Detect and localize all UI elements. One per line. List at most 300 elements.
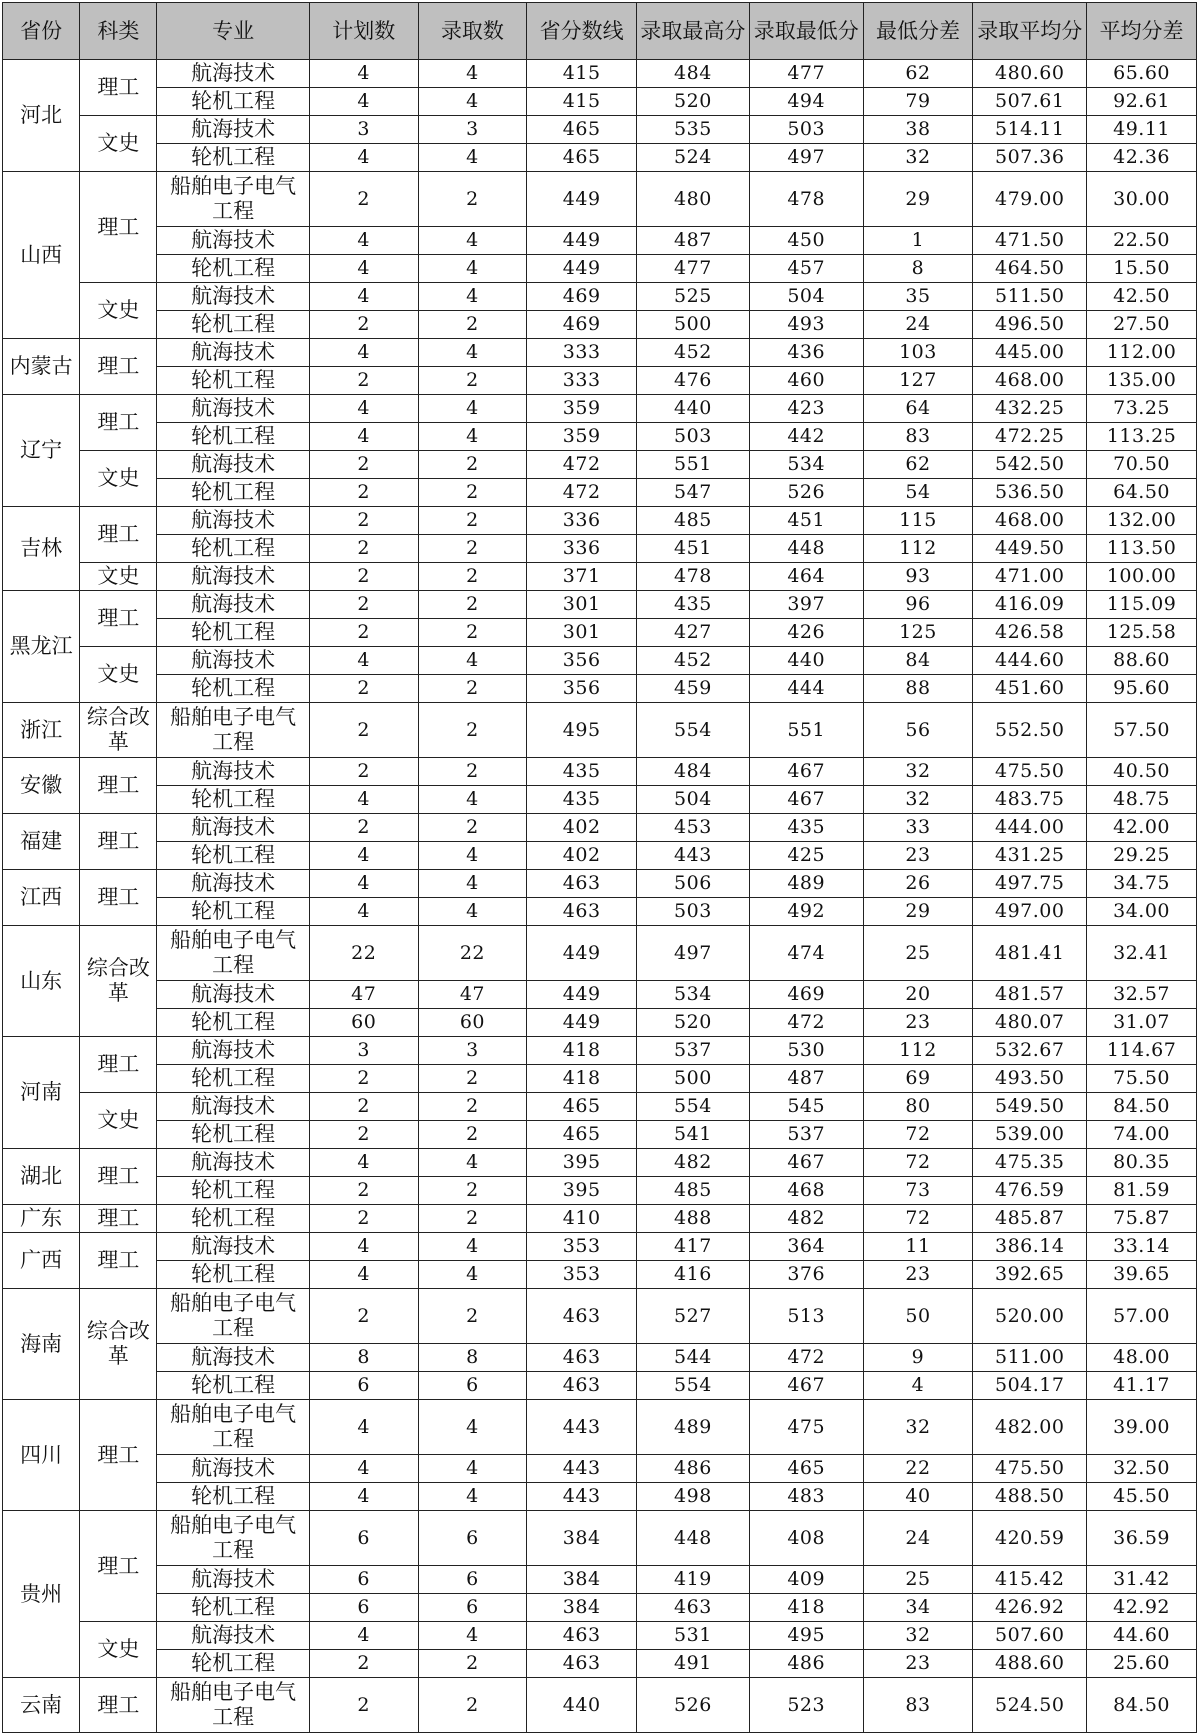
min-diff-cell: 72 — [863, 1149, 973, 1177]
avg-score-cell: 464.50 — [973, 255, 1087, 283]
major-cell: 船舶电子电气工程 — [157, 1511, 309, 1566]
min-diff-cell: 23 — [863, 1261, 973, 1289]
avg-score-cell: 426.92 — [973, 1594, 1087, 1622]
plan-cell: 3 — [309, 116, 418, 144]
max-score-cell: 482 — [637, 1149, 750, 1177]
admitted-cell: 4 — [418, 227, 527, 255]
table-row — [3, 1455, 1197, 1483]
max-score-cell: 476 — [637, 367, 750, 395]
table-row — [3, 507, 1197, 535]
admitted-cell: 4 — [418, 647, 527, 675]
avg-diff-cell: 65.60 — [1087, 60, 1197, 88]
admitted-cell: 4 — [418, 395, 527, 423]
province-cell: 浙江 — [3, 703, 80, 758]
category-cell: 理工 — [80, 507, 157, 563]
table-row — [3, 423, 1197, 451]
category-cell: 文史 — [80, 283, 157, 339]
min-diff-cell: 103 — [863, 339, 973, 367]
major-cell: 航海技术 — [157, 1037, 309, 1065]
min-diff-cell: 64 — [863, 395, 973, 423]
provincial-line-cell: 333 — [527, 367, 637, 395]
max-score-cell: 500 — [637, 311, 750, 339]
min-score-cell: 482 — [749, 1205, 863, 1233]
min-score-cell: 436 — [749, 339, 863, 367]
avg-diff-cell: 41.17 — [1087, 1372, 1197, 1400]
min-diff-cell: 56 — [863, 703, 973, 758]
category-cell: 理工 — [80, 1400, 157, 1511]
avg-diff-cell: 75.87 — [1087, 1205, 1197, 1233]
avg-score-cell: 444.60 — [973, 647, 1087, 675]
plan-cell: 8 — [309, 1344, 418, 1372]
table-row — [3, 255, 1197, 283]
avg-diff-cell: 70.50 — [1087, 451, 1197, 479]
provincial-line-cell: 384 — [527, 1566, 637, 1594]
admitted-cell: 4 — [418, 144, 527, 172]
plan-cell: 2 — [309, 507, 418, 535]
min-diff-cell: 29 — [863, 172, 973, 227]
avg-diff-cell: 95.60 — [1087, 675, 1197, 703]
major-cell: 轮机工程 — [157, 144, 309, 172]
category-cell: 文史 — [80, 1622, 157, 1678]
min-diff-cell: 4 — [863, 1372, 973, 1400]
max-score-cell: 554 — [637, 703, 750, 758]
avg-score-cell: 532.67 — [973, 1037, 1087, 1065]
major-cell: 轮机工程 — [157, 535, 309, 563]
plan-cell: 6 — [309, 1511, 418, 1566]
min-score-cell: 442 — [749, 423, 863, 451]
min-diff-cell: 29 — [863, 898, 973, 926]
avg-diff-cell: 92.61 — [1087, 88, 1197, 116]
avg-score-cell: 386.14 — [973, 1233, 1087, 1261]
min-diff-cell: 54 — [863, 479, 973, 507]
major-cell: 航海技术 — [157, 758, 309, 786]
province-cell: 广西 — [3, 1233, 80, 1289]
max-score-cell: 485 — [637, 1177, 750, 1205]
plan-cell: 4 — [309, 1149, 418, 1177]
max-score-cell: 520 — [637, 88, 750, 116]
major-cell: 轮机工程 — [157, 1261, 309, 1289]
provincial-line-cell: 415 — [527, 60, 637, 88]
max-score-cell: 451 — [637, 535, 750, 563]
major-cell: 航海技术 — [157, 870, 309, 898]
avg-score-cell: 482.00 — [973, 1400, 1087, 1455]
category-cell: 理工 — [80, 172, 157, 283]
min-diff-cell: 79 — [863, 88, 973, 116]
table-row — [3, 227, 1197, 255]
min-diff-cell: 112 — [863, 535, 973, 563]
min-diff-cell: 22 — [863, 1455, 973, 1483]
provincial-line-cell: 465 — [527, 1121, 637, 1149]
min-score-cell: 551 — [749, 703, 863, 758]
admitted-cell: 4 — [418, 283, 527, 311]
min-diff-cell: 50 — [863, 1289, 973, 1344]
min-score-cell: 464 — [749, 563, 863, 591]
category-cell: 综合改革 — [80, 926, 157, 1037]
header-admitted: 录取数 — [418, 3, 527, 60]
table-row — [3, 786, 1197, 814]
plan-cell: 22 — [309, 926, 418, 981]
provincial-line-cell: 463 — [527, 1650, 637, 1678]
major-cell: 航海技术 — [157, 283, 309, 311]
plan-cell: 2 — [309, 451, 418, 479]
admitted-cell: 2 — [418, 451, 527, 479]
admitted-cell: 47 — [418, 981, 527, 1009]
category-cell: 文史 — [80, 1093, 157, 1149]
plan-cell: 2 — [309, 1121, 418, 1149]
plan-cell: 4 — [309, 1233, 418, 1261]
avg-diff-cell: 30.00 — [1087, 172, 1197, 227]
admitted-cell: 2 — [418, 507, 527, 535]
min-score-cell: 486 — [749, 1650, 863, 1678]
max-score-cell: 537 — [637, 1037, 750, 1065]
avg-diff-cell: 112.00 — [1087, 339, 1197, 367]
plan-cell: 2 — [309, 1650, 418, 1678]
major-cell: 轮机工程 — [157, 311, 309, 339]
category-cell: 理工 — [80, 1233, 157, 1289]
plan-cell: 2 — [309, 1177, 418, 1205]
table-row — [3, 172, 1197, 227]
provincial-line-cell: 418 — [527, 1065, 637, 1093]
min-score-cell: 450 — [749, 227, 863, 255]
provincial-line-cell: 463 — [527, 1344, 637, 1372]
major-cell: 航海技术 — [157, 1233, 309, 1261]
avg-diff-cell: 15.50 — [1087, 255, 1197, 283]
provincial-line-cell: 395 — [527, 1177, 637, 1205]
avg-score-cell: 481.41 — [973, 926, 1087, 981]
provincial-line-cell: 463 — [527, 870, 637, 898]
table-row — [3, 591, 1197, 619]
table-row — [3, 451, 1197, 479]
admitted-cell: 8 — [418, 1344, 527, 1372]
provincial-line-cell: 336 — [527, 507, 637, 535]
provincial-line-cell: 333 — [527, 339, 637, 367]
provincial-line-cell: 384 — [527, 1594, 637, 1622]
major-cell: 船舶电子电气工程 — [157, 1400, 309, 1455]
min-diff-cell: 62 — [863, 60, 973, 88]
admitted-cell: 2 — [418, 535, 527, 563]
provincial-line-cell: 356 — [527, 675, 637, 703]
min-diff-cell: 40 — [863, 1483, 973, 1511]
max-score-cell: 440 — [637, 395, 750, 423]
avg-diff-cell: 115.09 — [1087, 591, 1197, 619]
major-cell: 轮机工程 — [157, 1177, 309, 1205]
avg-diff-cell: 81.59 — [1087, 1177, 1197, 1205]
table-row — [3, 1483, 1197, 1511]
table-row — [3, 1678, 1197, 1733]
admitted-cell: 2 — [418, 172, 527, 227]
provincial-line-cell: 384 — [527, 1511, 637, 1566]
min-diff-cell: 72 — [863, 1205, 973, 1233]
table-row — [3, 1594, 1197, 1622]
plan-cell: 4 — [309, 1622, 418, 1650]
avg-diff-cell: 34.00 — [1087, 898, 1197, 926]
max-score-cell: 416 — [637, 1261, 750, 1289]
provincial-line-cell: 418 — [527, 1037, 637, 1065]
max-score-cell: 419 — [637, 1566, 750, 1594]
avg-score-cell: 536.50 — [973, 479, 1087, 507]
avg-score-cell: 504.17 — [973, 1372, 1087, 1400]
max-score-cell: 453 — [637, 814, 750, 842]
admitted-cell: 6 — [418, 1566, 527, 1594]
major-cell: 轮机工程 — [157, 367, 309, 395]
min-diff-cell: 112 — [863, 1037, 973, 1065]
avg-diff-cell: 42.36 — [1087, 144, 1197, 172]
admitted-cell: 4 — [418, 1233, 527, 1261]
category-cell: 文史 — [80, 647, 157, 703]
provincial-line-cell: 371 — [527, 563, 637, 591]
category-cell: 理工 — [80, 1149, 157, 1205]
provincial-line-cell: 353 — [527, 1261, 637, 1289]
min-diff-cell: 80 — [863, 1093, 973, 1121]
plan-cell: 4 — [309, 227, 418, 255]
major-cell: 航海技术 — [157, 563, 309, 591]
plan-cell: 4 — [309, 423, 418, 451]
admitted-cell: 2 — [418, 619, 527, 647]
min-score-cell: 440 — [749, 647, 863, 675]
header-min-diff: 最低分差 — [863, 3, 973, 60]
province-cell: 海南 — [3, 1289, 80, 1400]
admitted-cell: 2 — [418, 1650, 527, 1678]
min-diff-cell: 125 — [863, 619, 973, 647]
provincial-line-cell: 353 — [527, 1233, 637, 1261]
avg-score-cell: 475.50 — [973, 1455, 1087, 1483]
min-diff-cell: 32 — [863, 758, 973, 786]
min-score-cell: 494 — [749, 88, 863, 116]
provincial-line-cell: 359 — [527, 423, 637, 451]
min-diff-cell: 25 — [863, 1566, 973, 1594]
provincial-line-cell: 301 — [527, 619, 637, 647]
major-cell: 轮机工程 — [157, 255, 309, 283]
avg-score-cell: 511.50 — [973, 283, 1087, 311]
header-provincial-line: 省分数线 — [527, 3, 637, 60]
avg-score-cell: 488.60 — [973, 1650, 1087, 1678]
major-cell: 航海技术 — [157, 395, 309, 423]
major-cell: 轮机工程 — [157, 423, 309, 451]
province-cell: 福建 — [3, 814, 80, 870]
min-score-cell: 418 — [749, 1594, 863, 1622]
major-cell: 航海技术 — [157, 451, 309, 479]
avg-diff-cell: 88.60 — [1087, 647, 1197, 675]
major-cell: 轮机工程 — [157, 1594, 309, 1622]
min-score-cell: 504 — [749, 283, 863, 311]
province-cell: 广东 — [3, 1205, 80, 1233]
avg-diff-cell: 48.00 — [1087, 1344, 1197, 1372]
provincial-line-cell: 410 — [527, 1205, 637, 1233]
avg-score-cell: 496.50 — [973, 311, 1087, 339]
avg-diff-cell: 22.50 — [1087, 227, 1197, 255]
admitted-cell: 2 — [418, 563, 527, 591]
avg-score-cell: 451.60 — [973, 675, 1087, 703]
table-row — [3, 981, 1197, 1009]
min-score-cell: 497 — [749, 144, 863, 172]
min-score-cell: 537 — [749, 1121, 863, 1149]
min-diff-cell: 83 — [863, 423, 973, 451]
max-score-cell: 498 — [637, 1483, 750, 1511]
table-row — [3, 1622, 1197, 1650]
table-row — [3, 144, 1197, 172]
admitted-cell: 4 — [418, 255, 527, 283]
avg-diff-cell: 48.75 — [1087, 786, 1197, 814]
major-cell: 轮机工程 — [157, 1650, 309, 1678]
plan-cell: 47 — [309, 981, 418, 1009]
plan-cell: 2 — [309, 1093, 418, 1121]
avg-diff-cell: 80.35 — [1087, 1149, 1197, 1177]
admissions-table — [2, 2, 1197, 1733]
plan-cell: 2 — [309, 479, 418, 507]
category-cell: 理工 — [80, 814, 157, 870]
min-diff-cell: 24 — [863, 311, 973, 339]
plan-cell: 4 — [309, 898, 418, 926]
table-row — [3, 758, 1197, 786]
avg-score-cell: 497.75 — [973, 870, 1087, 898]
max-score-cell: 491 — [637, 1650, 750, 1678]
table-row — [3, 1511, 1197, 1566]
min-diff-cell: 73 — [863, 1177, 973, 1205]
min-diff-cell: 69 — [863, 1065, 973, 1093]
provincial-line-cell: 443 — [527, 1400, 637, 1455]
provincial-line-cell: 443 — [527, 1455, 637, 1483]
avg-score-cell: 432.25 — [973, 395, 1087, 423]
provincial-line-cell: 469 — [527, 283, 637, 311]
min-score-cell: 483 — [749, 1483, 863, 1511]
major-cell: 航海技术 — [157, 116, 309, 144]
min-diff-cell: 38 — [863, 116, 973, 144]
plan-cell: 4 — [309, 339, 418, 367]
max-score-cell: 443 — [637, 842, 750, 870]
major-cell: 船舶电子电气工程 — [157, 703, 309, 758]
max-score-cell: 488 — [637, 1205, 750, 1233]
table-row — [3, 1566, 1197, 1594]
min-score-cell: 435 — [749, 814, 863, 842]
admitted-cell: 2 — [418, 1205, 527, 1233]
min-score-cell: 467 — [749, 1149, 863, 1177]
admitted-cell: 2 — [418, 311, 527, 339]
plan-cell: 2 — [309, 814, 418, 842]
major-cell: 航海技术 — [157, 1622, 309, 1650]
avg-score-cell: 520.00 — [973, 1289, 1087, 1344]
avg-score-cell: 426.58 — [973, 619, 1087, 647]
table-row — [3, 703, 1197, 758]
table-row — [3, 1205, 1197, 1233]
min-score-cell: 426 — [749, 619, 863, 647]
category-cell: 文史 — [80, 451, 157, 507]
min-diff-cell: 84 — [863, 647, 973, 675]
avg-score-cell: 511.00 — [973, 1344, 1087, 1372]
max-score-cell: 554 — [637, 1372, 750, 1400]
table-row — [3, 675, 1197, 703]
avg-diff-cell: 114.67 — [1087, 1037, 1197, 1065]
province-cell: 黑龙江 — [3, 591, 80, 703]
admitted-cell: 6 — [418, 1594, 527, 1622]
category-cell: 理工 — [80, 1678, 157, 1733]
min-diff-cell: 1 — [863, 227, 973, 255]
min-score-cell: 513 — [749, 1289, 863, 1344]
major-cell: 轮机工程 — [157, 88, 309, 116]
avg-score-cell: 542.50 — [973, 451, 1087, 479]
admitted-cell: 4 — [418, 1622, 527, 1650]
plan-cell: 60 — [309, 1009, 418, 1037]
max-score-cell: 547 — [637, 479, 750, 507]
major-cell: 船舶电子电气工程 — [157, 1289, 309, 1344]
provincial-line-cell: 495 — [527, 703, 637, 758]
avg-diff-cell: 100.00 — [1087, 563, 1197, 591]
min-score-cell: 468 — [749, 1177, 863, 1205]
min-score-cell: 397 — [749, 591, 863, 619]
avg-diff-cell: 32.57 — [1087, 981, 1197, 1009]
header-row — [3, 3, 1197, 60]
min-score-cell: 457 — [749, 255, 863, 283]
min-score-cell: 489 — [749, 870, 863, 898]
avg-diff-cell: 44.60 — [1087, 1622, 1197, 1650]
min-score-cell: 503 — [749, 116, 863, 144]
provincial-line-cell: 356 — [527, 647, 637, 675]
max-score-cell: 485 — [637, 507, 750, 535]
table-row — [3, 479, 1197, 507]
table-row — [3, 870, 1197, 898]
province-cell: 山西 — [3, 172, 80, 339]
category-cell: 文史 — [80, 563, 157, 591]
province-cell: 吉林 — [3, 507, 80, 591]
plan-cell: 4 — [309, 786, 418, 814]
category-cell: 理工 — [80, 1205, 157, 1233]
province-cell: 河北 — [3, 60, 80, 172]
avg-score-cell: 524.50 — [973, 1678, 1087, 1733]
avg-diff-cell: 73.25 — [1087, 395, 1197, 423]
provincial-line-cell: 402 — [527, 814, 637, 842]
province-cell: 辽宁 — [3, 395, 80, 507]
table-row — [3, 339, 1197, 367]
min-diff-cell: 127 — [863, 367, 973, 395]
category-cell: 理工 — [80, 1037, 157, 1093]
table-row — [3, 395, 1197, 423]
plan-cell: 4 — [309, 88, 418, 116]
provincial-line-cell: 449 — [527, 926, 637, 981]
avg-score-cell: 472.25 — [973, 423, 1087, 451]
max-score-cell: 484 — [637, 758, 750, 786]
avg-score-cell: 483.75 — [973, 786, 1087, 814]
avg-diff-cell: 39.00 — [1087, 1400, 1197, 1455]
max-score-cell: 448 — [637, 1511, 750, 1566]
avg-diff-cell: 84.50 — [1087, 1678, 1197, 1733]
table-body — [3, 60, 1197, 1733]
admitted-cell: 6 — [418, 1372, 527, 1400]
table-row — [3, 1344, 1197, 1372]
plan-cell: 2 — [309, 367, 418, 395]
avg-diff-cell: 74.00 — [1087, 1121, 1197, 1149]
min-score-cell: 467 — [749, 1372, 863, 1400]
major-cell: 航海技术 — [157, 60, 309, 88]
provincial-line-cell: 463 — [527, 1622, 637, 1650]
avg-score-cell: 479.00 — [973, 172, 1087, 227]
plan-cell: 2 — [309, 1289, 418, 1344]
plan-cell: 2 — [309, 311, 418, 339]
table-row — [3, 1149, 1197, 1177]
provincial-line-cell: 449 — [527, 227, 637, 255]
table-row — [3, 1037, 1197, 1065]
category-cell: 理工 — [80, 591, 157, 647]
provincial-line-cell: 449 — [527, 172, 637, 227]
plan-cell: 4 — [309, 395, 418, 423]
min-diff-cell: 32 — [863, 1622, 973, 1650]
avg-diff-cell: 57.00 — [1087, 1289, 1197, 1344]
header-max-score: 录取最高分 — [637, 3, 750, 60]
provincial-line-cell: 463 — [527, 1289, 637, 1344]
max-score-cell: 459 — [637, 675, 750, 703]
province-cell: 贵州 — [3, 1511, 80, 1678]
min-diff-cell: 62 — [863, 451, 973, 479]
min-score-cell: 408 — [749, 1511, 863, 1566]
admitted-cell: 2 — [418, 814, 527, 842]
